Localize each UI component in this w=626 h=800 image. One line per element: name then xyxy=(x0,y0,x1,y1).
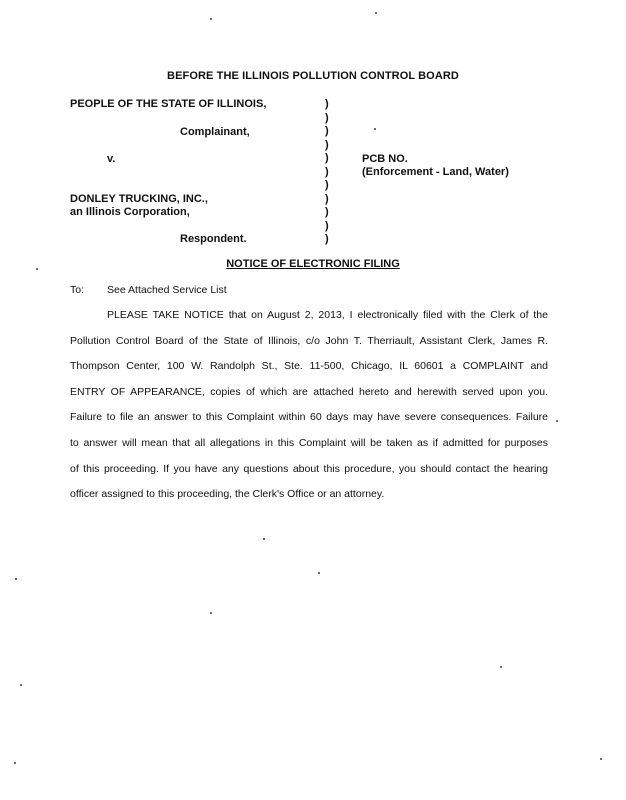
caption-paren-column xyxy=(325,98,333,247)
scan-speck xyxy=(210,18,212,20)
body-line: ENTRY OF APPEARANCE, copies of which are attached hereto and herewith served upon you. xyxy=(70,385,548,398)
scan-speck xyxy=(15,578,17,580)
body-line: to answer will mean that all allegations in this Complaint will be taken as if admitted for purposes xyxy=(70,436,548,449)
caption-paren: ) xyxy=(325,179,329,191)
notice-title-text: NOTICE OF ELECTRONIC FILING xyxy=(226,258,400,270)
caption-paren: ) xyxy=(325,125,329,137)
caption-paren: ) xyxy=(325,219,329,232)
plaintiff-role: Complainant, xyxy=(180,126,250,138)
notice-body xyxy=(70,308,548,513)
case-type: (Enforcement - Land, Water) xyxy=(362,166,509,178)
versus-label: v. xyxy=(107,153,116,165)
case-number-label: PCB NO. xyxy=(362,153,408,165)
scan-speck xyxy=(14,762,16,764)
caption-paren: ) xyxy=(325,233,329,245)
defendant-role: Respondent. xyxy=(180,233,247,245)
scan-speck xyxy=(20,684,22,686)
to-value: See Attached Service List xyxy=(107,284,227,296)
scan-speck xyxy=(36,268,38,270)
caption-paren: ) xyxy=(325,138,329,151)
caption-paren: ) xyxy=(325,98,329,110)
scan-speck xyxy=(318,572,320,574)
defendant-description: an Illinois Corporation, xyxy=(70,206,190,218)
caption-paren: ) xyxy=(325,165,329,178)
caption-paren: ) xyxy=(325,152,329,164)
caption-paren: ) xyxy=(325,206,329,218)
body-line: Thompson Center, 100 W. Randolph St., Ste. 11-500, Chicago, IL 60601 a COMPLAINT and xyxy=(70,360,548,373)
plaintiff-name: PEOPLE OF THE STATE OF ILLINOIS, xyxy=(70,98,267,110)
scan-speck xyxy=(263,538,265,540)
defendant-name: DONLEY TRUCKING, INC., xyxy=(70,193,208,205)
scan-speck xyxy=(556,420,558,422)
scan-speck xyxy=(375,12,377,14)
scan-speck xyxy=(210,612,212,614)
notice-title xyxy=(0,258,626,270)
scan-speck xyxy=(374,128,376,130)
body-line: Pollution Control Board of the State of Illinois, c/o John T. Therriault, Assistant Clerk, James R. xyxy=(70,334,548,347)
scan-speck xyxy=(600,758,602,760)
body-line: Failure to file an answer to this Complaint within 60 days may have severe consequences. Failure xyxy=(70,411,548,424)
body-line: PLEASE TAKE NOTICE that on August 2, 2013, I electronically filed with the Clerk of the xyxy=(107,309,548,321)
board-title: BEFORE THE ILLINOIS POLLUTION CONTROL BOARD xyxy=(167,70,459,82)
body-line: officer assigned to this proceeding, the Clerk's Office or an attorney. xyxy=(70,488,385,501)
caption-paren: ) xyxy=(325,192,329,205)
body-line: of this proceeding. If you have any questions about this procedure, you should contact the hearing xyxy=(70,462,548,475)
scan-speck xyxy=(500,666,502,668)
caption-paren: ) xyxy=(325,111,329,124)
to-label: To: xyxy=(70,284,85,296)
